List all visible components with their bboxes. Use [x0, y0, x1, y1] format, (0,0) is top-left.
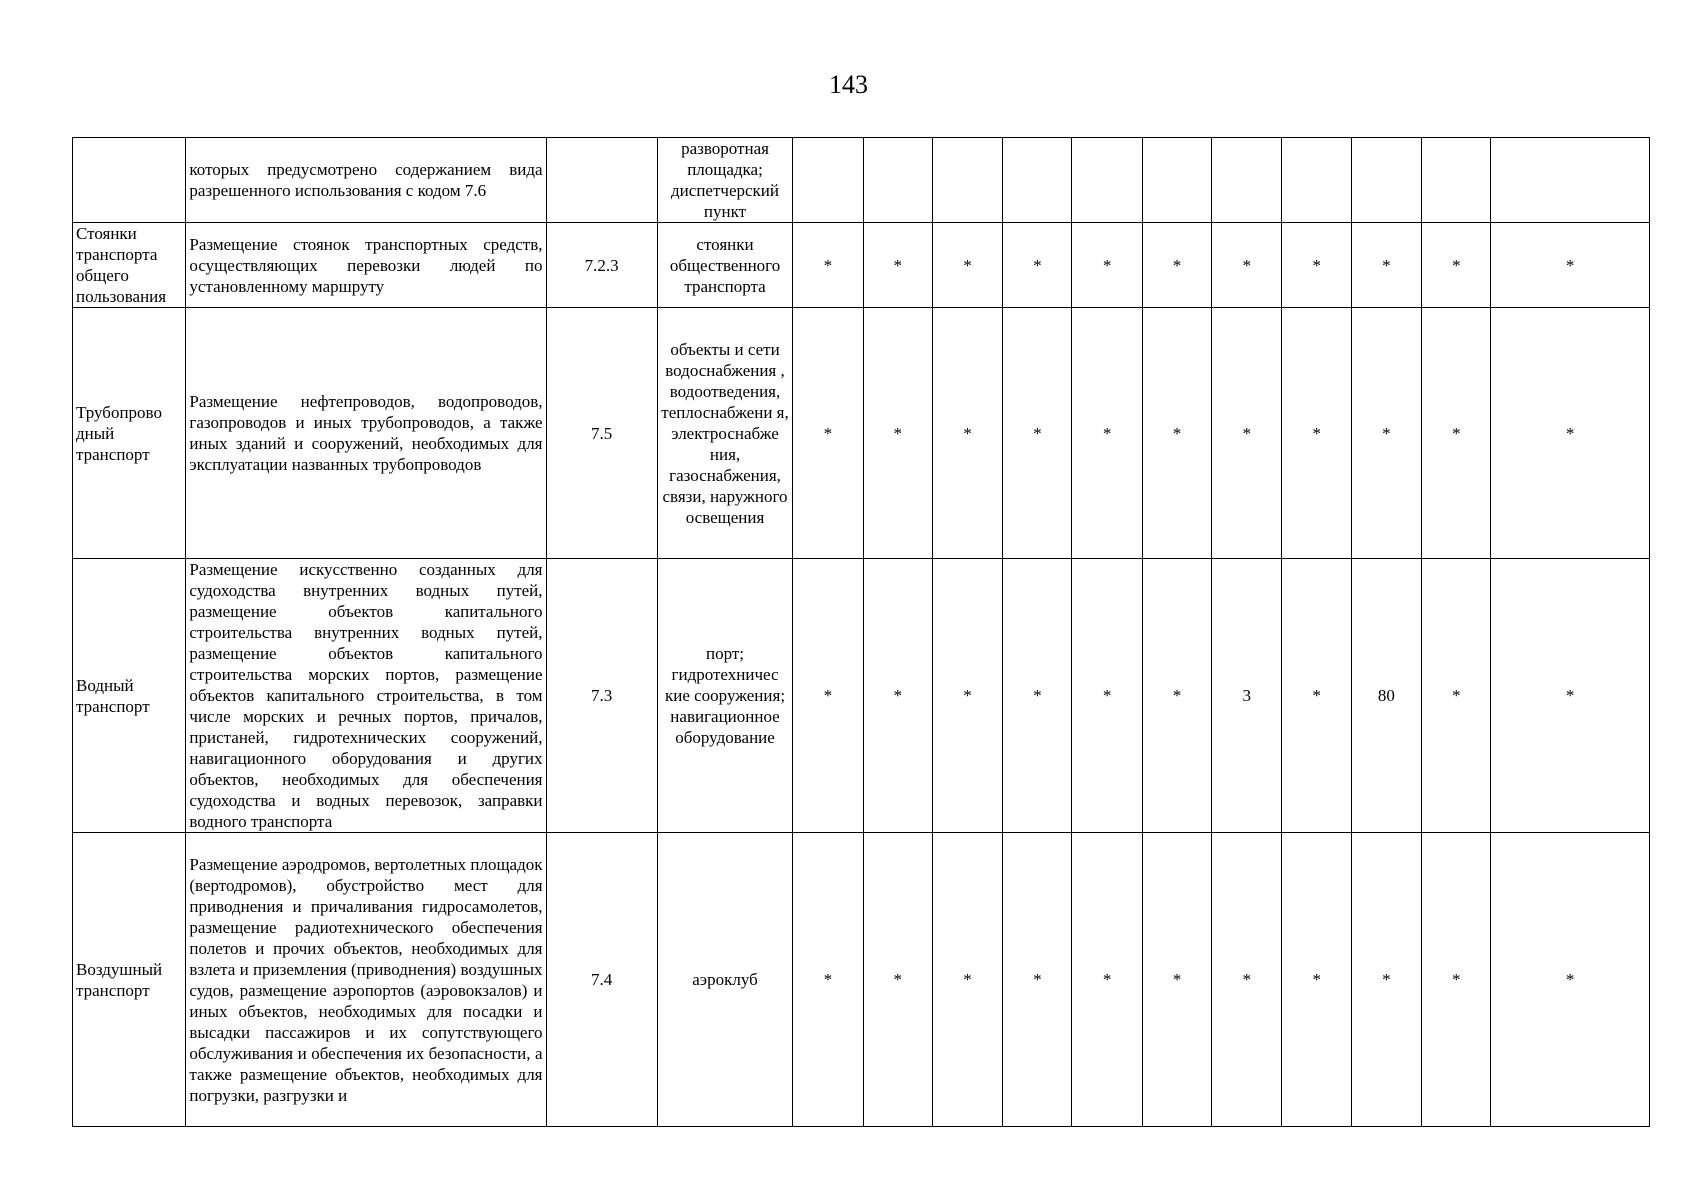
param-cell: *: [863, 223, 932, 308]
param-cell: *: [1072, 308, 1142, 559]
param-cell: *: [1072, 559, 1142, 833]
use-name: Воздушный транспорт: [73, 833, 186, 1127]
use-description: Размещение аэродромов, вертолетных площадок (вертодромов), обустройство мест для приводнения и причаливания гидросамолетов, размещение радиотехнического обеспечения полетов и прочих объектов, необходимых для взлета и приземления (приводнения) воздушных судов, размещение аэропортов (аэровокзалов) и иных объектов, необходимых для посадки и высадки пассажиров и их сопутствующего обслуживания и обеспечения их безопасности, а также размещение объектов, необходимых для погрузки, разгрузки и: [186, 833, 546, 1127]
use-description: которых предусмотрено содержанием вида разрешенного использования с кодом 7.6: [186, 138, 546, 223]
param-cell: *: [1212, 833, 1282, 1127]
param-cell: 80: [1351, 559, 1421, 833]
param-cell: *: [1003, 223, 1072, 308]
param-cell: *: [1212, 308, 1282, 559]
use-objects: разворотная площадка; диспетчерский пункт: [657, 138, 792, 223]
param-cell: *: [1003, 308, 1072, 559]
param-cell: *: [1072, 833, 1142, 1127]
param-cell: *: [1351, 223, 1421, 308]
use-description: Размещение стоянок транспортных средств, осуществляющих перевозки людей по установленному маршруту: [186, 223, 546, 308]
param-cell: *: [1142, 223, 1211, 308]
param-cell: *: [1282, 308, 1351, 559]
param-cell: *: [1491, 223, 1650, 308]
use-code: 7.2.3: [546, 223, 657, 308]
param-cell: [1491, 138, 1650, 223]
param-cell: *: [863, 559, 932, 833]
param-cell: *: [1003, 833, 1072, 1127]
param-cell: *: [932, 559, 1002, 833]
param-cell: *: [1491, 559, 1650, 833]
param-cell: *: [793, 559, 863, 833]
param-cell: *: [1351, 833, 1421, 1127]
param-cell: *: [932, 223, 1002, 308]
table-row: [73, 833, 1650, 1127]
param-cell: *: [1142, 833, 1211, 1127]
use-name: [73, 138, 186, 223]
param-cell: [793, 138, 863, 223]
param-cell: *: [1282, 223, 1351, 308]
table-row: [73, 308, 1650, 559]
use-objects: стоянки общественного транспорта: [657, 223, 792, 308]
param-cell: *: [1282, 559, 1351, 833]
param-cell: *: [1142, 559, 1211, 833]
use-objects: аэроклуб: [657, 833, 792, 1127]
use-objects: объекты и сети водоснабжения , водоотведения, теплоснабжени я, электроснабже ния, газоснабжения, связи, наружного освещения: [657, 308, 792, 559]
param-cell: *: [1422, 308, 1491, 559]
use-code: 7.3: [546, 559, 657, 833]
use-name: Трубопрово дный транспорт: [73, 308, 186, 559]
param-cell: *: [932, 833, 1002, 1127]
param-cell: *: [793, 223, 863, 308]
param-cell: *: [1282, 833, 1351, 1127]
use-code: 7.5: [546, 308, 657, 559]
param-cell: *: [863, 833, 932, 1127]
use-objects: порт; гидротехничес кие сооружения; навигационное оборудование: [657, 559, 792, 833]
use-description: Размещение нефтепроводов, водопроводов, газопроводов и иных трубопроводов, а также иных зданий и сооружений, необходимых для эксплуатации названных трубопроводов: [186, 308, 546, 559]
param-cell: *: [1491, 833, 1650, 1127]
param-cell: *: [863, 308, 932, 559]
param-cell: [1351, 138, 1421, 223]
zoning-table: [72, 137, 1650, 1127]
param-cell: *: [1422, 559, 1491, 833]
param-cell: *: [932, 308, 1002, 559]
param-cell: [863, 138, 932, 223]
param-cell: *: [1142, 308, 1211, 559]
param-cell: *: [793, 308, 863, 559]
table-row: [73, 559, 1650, 833]
param-cell: *: [1422, 833, 1491, 1127]
use-name: Водный транспорт: [73, 559, 186, 833]
param-cell: [1282, 138, 1351, 223]
param-cell: [932, 138, 1002, 223]
param-cell: [1142, 138, 1211, 223]
param-cell: [1212, 138, 1282, 223]
use-name: Стоянки транспорта общего пользования: [73, 223, 186, 308]
param-cell: *: [1212, 223, 1282, 308]
param-cell: *: [1003, 559, 1072, 833]
param-cell: [1072, 138, 1142, 223]
use-code: 7.4: [546, 833, 657, 1127]
param-cell: *: [1351, 308, 1421, 559]
param-cell: *: [1072, 223, 1142, 308]
table-row: [73, 138, 1650, 223]
param-cell: [1003, 138, 1072, 223]
param-cell: *: [1422, 223, 1491, 308]
param-cell: *: [1491, 308, 1650, 559]
table-row: [73, 223, 1650, 308]
use-code: [546, 138, 657, 223]
param-cell: 3: [1212, 559, 1282, 833]
use-description: Размещение искусственно созданных для судоходства внутренних водных путей, размещение объектов капитального строительства внутренних водных путей, размещение объектов капитального строительства морских портов, размещение объектов капитального строительства, в том числе морских и речных портов, причалов, пристаней, гидротехнических сооружений, навигационного оборудования и других объектов, необходимых для обеспечения судоходства и водных перевозок, заправки водного транспорта: [186, 559, 546, 833]
param-cell: [1422, 138, 1491, 223]
param-cell: *: [793, 833, 863, 1127]
page-number: 143: [829, 70, 868, 99]
